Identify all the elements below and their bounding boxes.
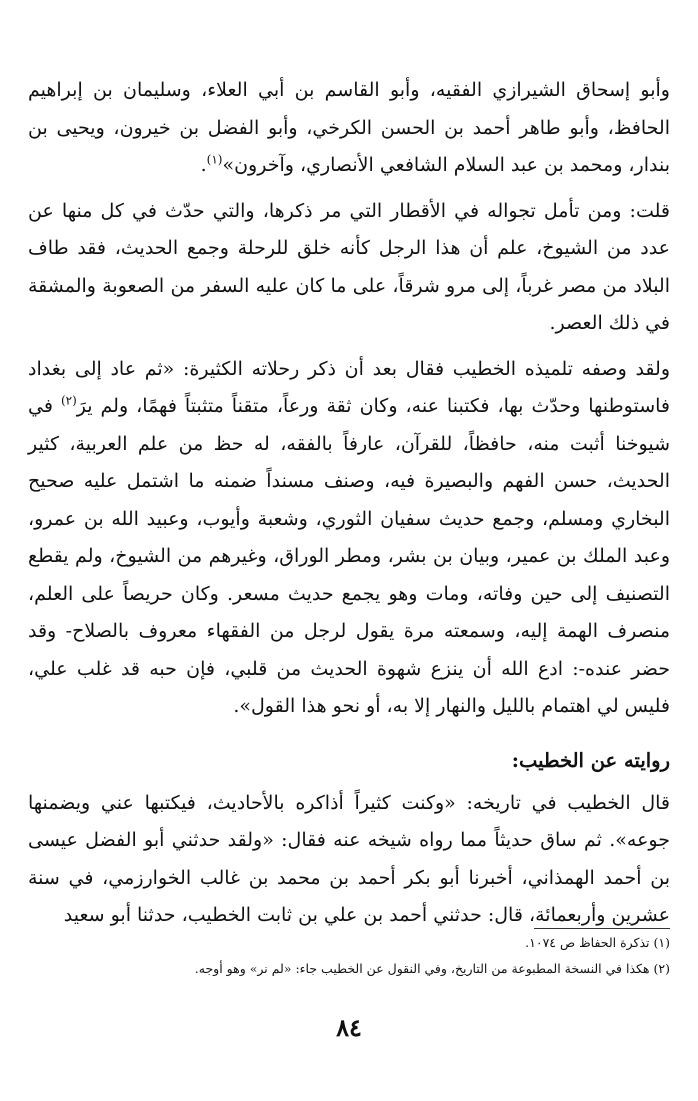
paragraph-4: قال الخطيب في تاريخه: «وكنت كثيراً أذاكره بالأحاديث، فيكتبها عني ويضمنها جوعه». ثم ساق حديثاً مما رواه شيخه عنه فقال: «ولقد حدثني أبو الفضل عيسى بن أحمد الهمذاني، أخبرنا أبو بكر أحمد بن محمد بن غالب الخوارزمي، في سنة عشرين وأربعمائة، قال: حدثني أحمد بن علي بن ثابت الخطيب، حدثنا أبو سعيد	[28, 791, 670, 926]
paragraph-3-text: ولقد وصفه تلميذه الخطيب فقال بعد أن ذكر رحلاته الكثيرة: «ثم عاد إلى بغداد فاستوطنها وحدّث بها، فكتبنا عنه، وكان ثقة ورعاً، متقناً متثبتاً فهمًا، ولم يرَ	[28, 357, 670, 417]
paragraph-3-continued: في شيوخنا أثبت منه، حافظاً، للقرآن، عارفاً بالفقه، له حظ من علم العربية، كثير الحديث، حسن الفهم والبصيرة فيه، وصنف مسنداً ضمنه ما اشتمل عليه صحيح البخاري ومسلم، وجمع حديث سفيان الثوري، وشعبة وأيوب، وعبيد الله بن عمرو، وعبد الملك بن عمير، وبيان بن بشر، ومطر الوراق، وغيرهم من الشيوخ، ولم يقطع التصنيف إلى حين وفاته، ومات وهو يجمع حديث مسعر. وكان حريصاً على العلم، منصرف الهمة إليه، وسمعته مرة يقول لرجل من الفقهاء معروف بالصلاح- وقد حضر عنده-: ادع الله أن ينزع شهوة الحديث من قلبي، فإن حبه قد غلب علي، فليس لي اهتمام بالليل والنهار إلا به، أو نحو هذا القول».	[28, 395, 670, 717]
footnote-divider	[534, 928, 670, 929]
paragraph-3	[28, 351, 670, 726]
footnote-marker-2: (٢)	[60, 393, 77, 408]
paragraph-1-text: وأبو إسحاق الشيرازي الفقيه، وأبو القاسم بن أبي العلاء، وسليمان بن إبراهيم الحافظ، وأبو طاهر أحمد بن الحسن الكرخي، وأبو الفضل بن خيرون، ويحيى بن بندار، ومحمد بن عبد السلام الشافعي الأنصاري، وآخرون»	[28, 79, 670, 176]
paragraph-2: قلت: ومن تأمل تجواله في الأقطار التي مر ذكرها، والتي حدّث في كل منها عن عدد من الشيوخ، علم أن هذا الرجل كأنه خلق للرحلة وجمع الحديث، فقد طاف البلاد من مصر غرباً، إلى مرو شرقاً، على ما كان عليه السفر من الصعوبة والمشقة في ذلك العصر.	[28, 199, 670, 334]
page-number: ٨٤	[336, 1013, 362, 1042]
page-body	[28, 72, 670, 935]
paragraph-1: وأبو إسحاق الشيرازي الفقيه، وأبو القاسم بن أبي العلاء، وسليمان بن إبراهيم الحافظ، وأبو طاهر أحمد بن الحسن الكرخي، وأبو الفضل بن خيرون، ويحيى بن بندار، ومحمد بن عبد السلام الشافعي الأنصاري، وآخرون»$^{(١)}$.	[28, 79, 670, 176]
footnote-marker-1: (١)	[206, 152, 223, 167]
section-heading: روايته عن الخطيب:	[511, 748, 670, 772]
footnote-1: (١) تذكرة الحفاظ ص ١٠٧٤.	[525, 935, 670, 950]
footnote-2: (٢) هكذا في النسخة المطبوعة من التاريخ، وفي النقول عن الخطيب جاء: «لم نر» وهو أوجه.	[194, 961, 670, 976]
footnotes	[28, 930, 670, 982]
